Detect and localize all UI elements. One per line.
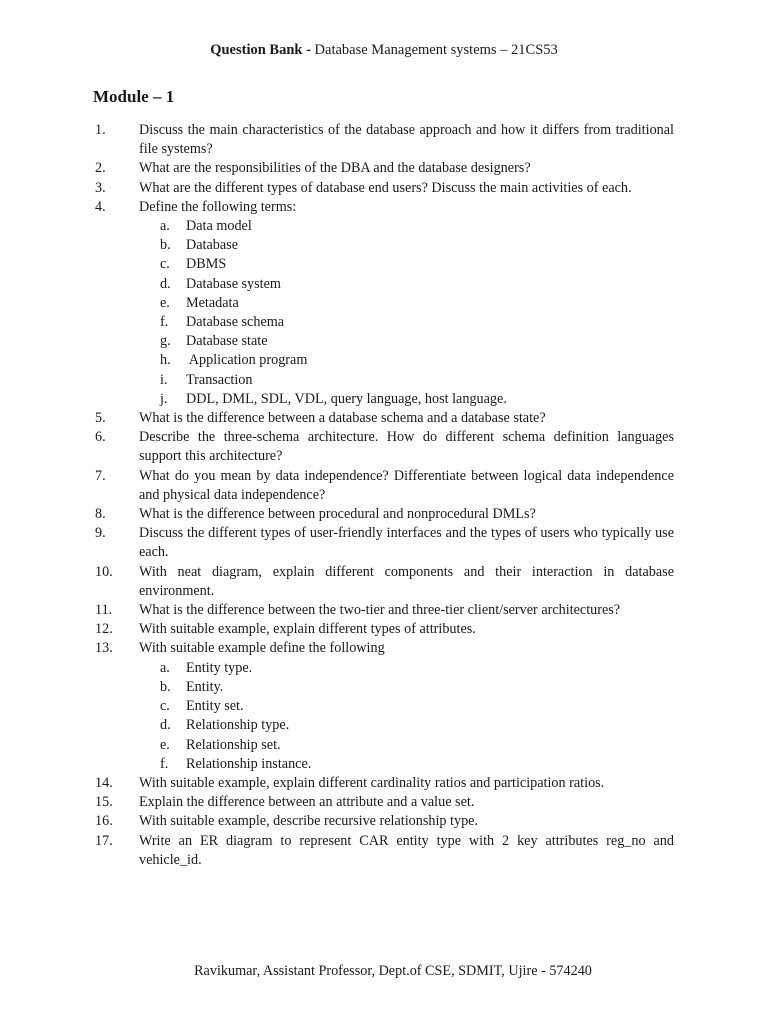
question-text: Write an ER diagram to represent CAR entity type with 2 key attributes reg_no and vehicle_id. <box>139 832 674 868</box>
sub-item-letter: e. <box>160 294 170 311</box>
question-text: With suitable example define the following <box>139 640 385 657</box>
sub-item-text: Relationship set. <box>186 736 281 753</box>
question-text: What are the responsibilities of the DBA and the database designers? <box>139 160 531 177</box>
sub-item <box>0 678 768 697</box>
question-item <box>0 812 768 831</box>
sub-item <box>0 390 768 409</box>
question-item <box>0 121 768 159</box>
sub-item-text: Database <box>186 237 238 254</box>
sub-item-letter: a. <box>160 659 170 676</box>
header-label: Question Bank - <box>210 42 311 58</box>
sub-item-text: Entity. <box>186 678 224 695</box>
question-item <box>0 832 768 870</box>
page-header <box>0 42 768 59</box>
sub-item-letter: e. <box>160 736 170 753</box>
question-text: Define the following terms: <box>139 198 297 215</box>
sub-item <box>0 332 768 351</box>
module-title: Module – 1 <box>93 87 175 106</box>
sub-item <box>0 659 768 678</box>
question-text: With suitable example, describe recursive relationship type. <box>139 813 479 830</box>
sub-item-letter: j. <box>160 390 168 407</box>
question-text: What is the difference between a database schema and a database state? <box>139 410 546 427</box>
question-item <box>0 198 768 217</box>
question-text: Discuss the main characteristics of the database approach and how it differs from traditional file systems? <box>139 122 674 158</box>
sub-item-text: Database state <box>186 333 268 350</box>
question-text: Discuss the different types of user-friendly interfaces and the types of users who typically use each. <box>139 525 674 561</box>
sub-item <box>0 294 768 313</box>
question-item <box>0 563 768 601</box>
header-course: Database Management systems – 21CS53 <box>314 42 558 58</box>
sub-item <box>0 371 768 390</box>
question-number: 1. <box>95 122 106 138</box>
question-item <box>0 159 768 178</box>
question-text: What is the difference between the two-tier and three-tier client/server architectures? <box>139 602 621 619</box>
question-number: 6. <box>95 429 106 446</box>
question-number: 17. <box>95 832 113 849</box>
sub-item <box>0 217 768 236</box>
question-number: 11. <box>95 602 113 619</box>
sub-item <box>0 351 768 370</box>
question-number: 2. <box>95 160 106 177</box>
sub-item <box>0 275 768 294</box>
sub-item-text: Transaction <box>186 371 253 388</box>
page-footer: Ravikumar, Assistant Professor, Dept.of CSE, SDMIT, Ujire - 574240 <box>194 963 592 979</box>
sub-item-text: DBMS <box>186 256 227 273</box>
question-item <box>0 524 768 562</box>
sub-item <box>0 236 768 255</box>
question-item <box>0 428 768 466</box>
sub-item-letter: a. <box>160 218 170 235</box>
question-item <box>0 505 768 524</box>
sub-item-letter: d. <box>160 717 171 734</box>
question-number: 7. <box>95 467 106 484</box>
sub-item-letter: h. <box>160 352 171 369</box>
question-text: Describe the three-schema architecture. How do different schema definition languages support this architecture? <box>139 429 674 465</box>
question-number: 13. <box>95 640 113 657</box>
question-item <box>0 639 768 658</box>
sub-item-letter: b. <box>160 237 171 254</box>
sub-item <box>0 697 768 716</box>
sub-item-text: Entity set. <box>186 698 244 715</box>
question-number: 5. <box>95 410 106 427</box>
sub-item <box>0 255 768 274</box>
sub-item <box>0 736 768 755</box>
sub-item-text: Relationship instance. <box>186 755 312 772</box>
sub-item-letter: i. <box>160 371 168 388</box>
question-text: What is the difference between procedural and nonprocedural DMLs? <box>139 506 536 523</box>
sub-item-text: Data model <box>186 218 252 235</box>
question-item <box>0 620 768 639</box>
question-number: 10. <box>95 563 113 580</box>
sub-item-letter: g. <box>160 333 171 350</box>
question-item <box>0 774 768 793</box>
question-text: With neat diagram, explain different components and their interaction in database environment. <box>139 563 674 599</box>
question-item <box>0 601 768 620</box>
question-number: 16. <box>95 813 113 830</box>
question-number: 15. <box>95 794 113 811</box>
question-text: What do you mean by data independence? Differentiate between logical data independence and physical data independence? <box>139 467 674 503</box>
question-list <box>0 121 768 870</box>
sub-item-text: Entity type. <box>186 659 253 676</box>
sub-item <box>0 313 768 332</box>
sub-item-text: Metadata <box>186 294 239 311</box>
question-text: What are the different types of database end users? Discuss the main activities of each. <box>139 179 632 196</box>
question-number: 3. <box>95 179 106 196</box>
question-number: 4. <box>95 198 106 215</box>
question-item <box>0 409 768 428</box>
question-item <box>0 467 768 505</box>
question-text: Explain the difference between an attribute and a value set. <box>139 794 475 811</box>
sub-item-text: Database schema <box>186 314 285 331</box>
sub-item-text: Database system <box>186 275 281 292</box>
sub-item <box>0 716 768 735</box>
sub-item-text: DDL, DML, SDL, VDL, query language, host language. <box>186 390 507 407</box>
sub-item-text: Application program <box>186 352 308 369</box>
question-text: With suitable example, explain different types of attributes. <box>139 621 476 638</box>
question-number: 12. <box>95 621 113 638</box>
question-item <box>0 179 768 198</box>
sub-item-letter: d. <box>160 275 171 292</box>
question-number: 14. <box>95 774 113 791</box>
sub-item-letter: c. <box>160 698 170 715</box>
sub-item <box>0 755 768 774</box>
sub-item-letter: c. <box>160 256 170 273</box>
question-number: 9. <box>95 525 106 542</box>
sub-item-letter: f. <box>160 755 169 772</box>
question-number: 8. <box>95 506 106 523</box>
sub-item-letter: f. <box>160 314 169 331</box>
sub-item-letter: b. <box>160 678 171 695</box>
question-text: With suitable example, explain different cardinality ratios and participation ratios. <box>139 774 605 791</box>
question-item <box>0 793 768 812</box>
sub-item-text: Relationship type. <box>186 717 290 734</box>
